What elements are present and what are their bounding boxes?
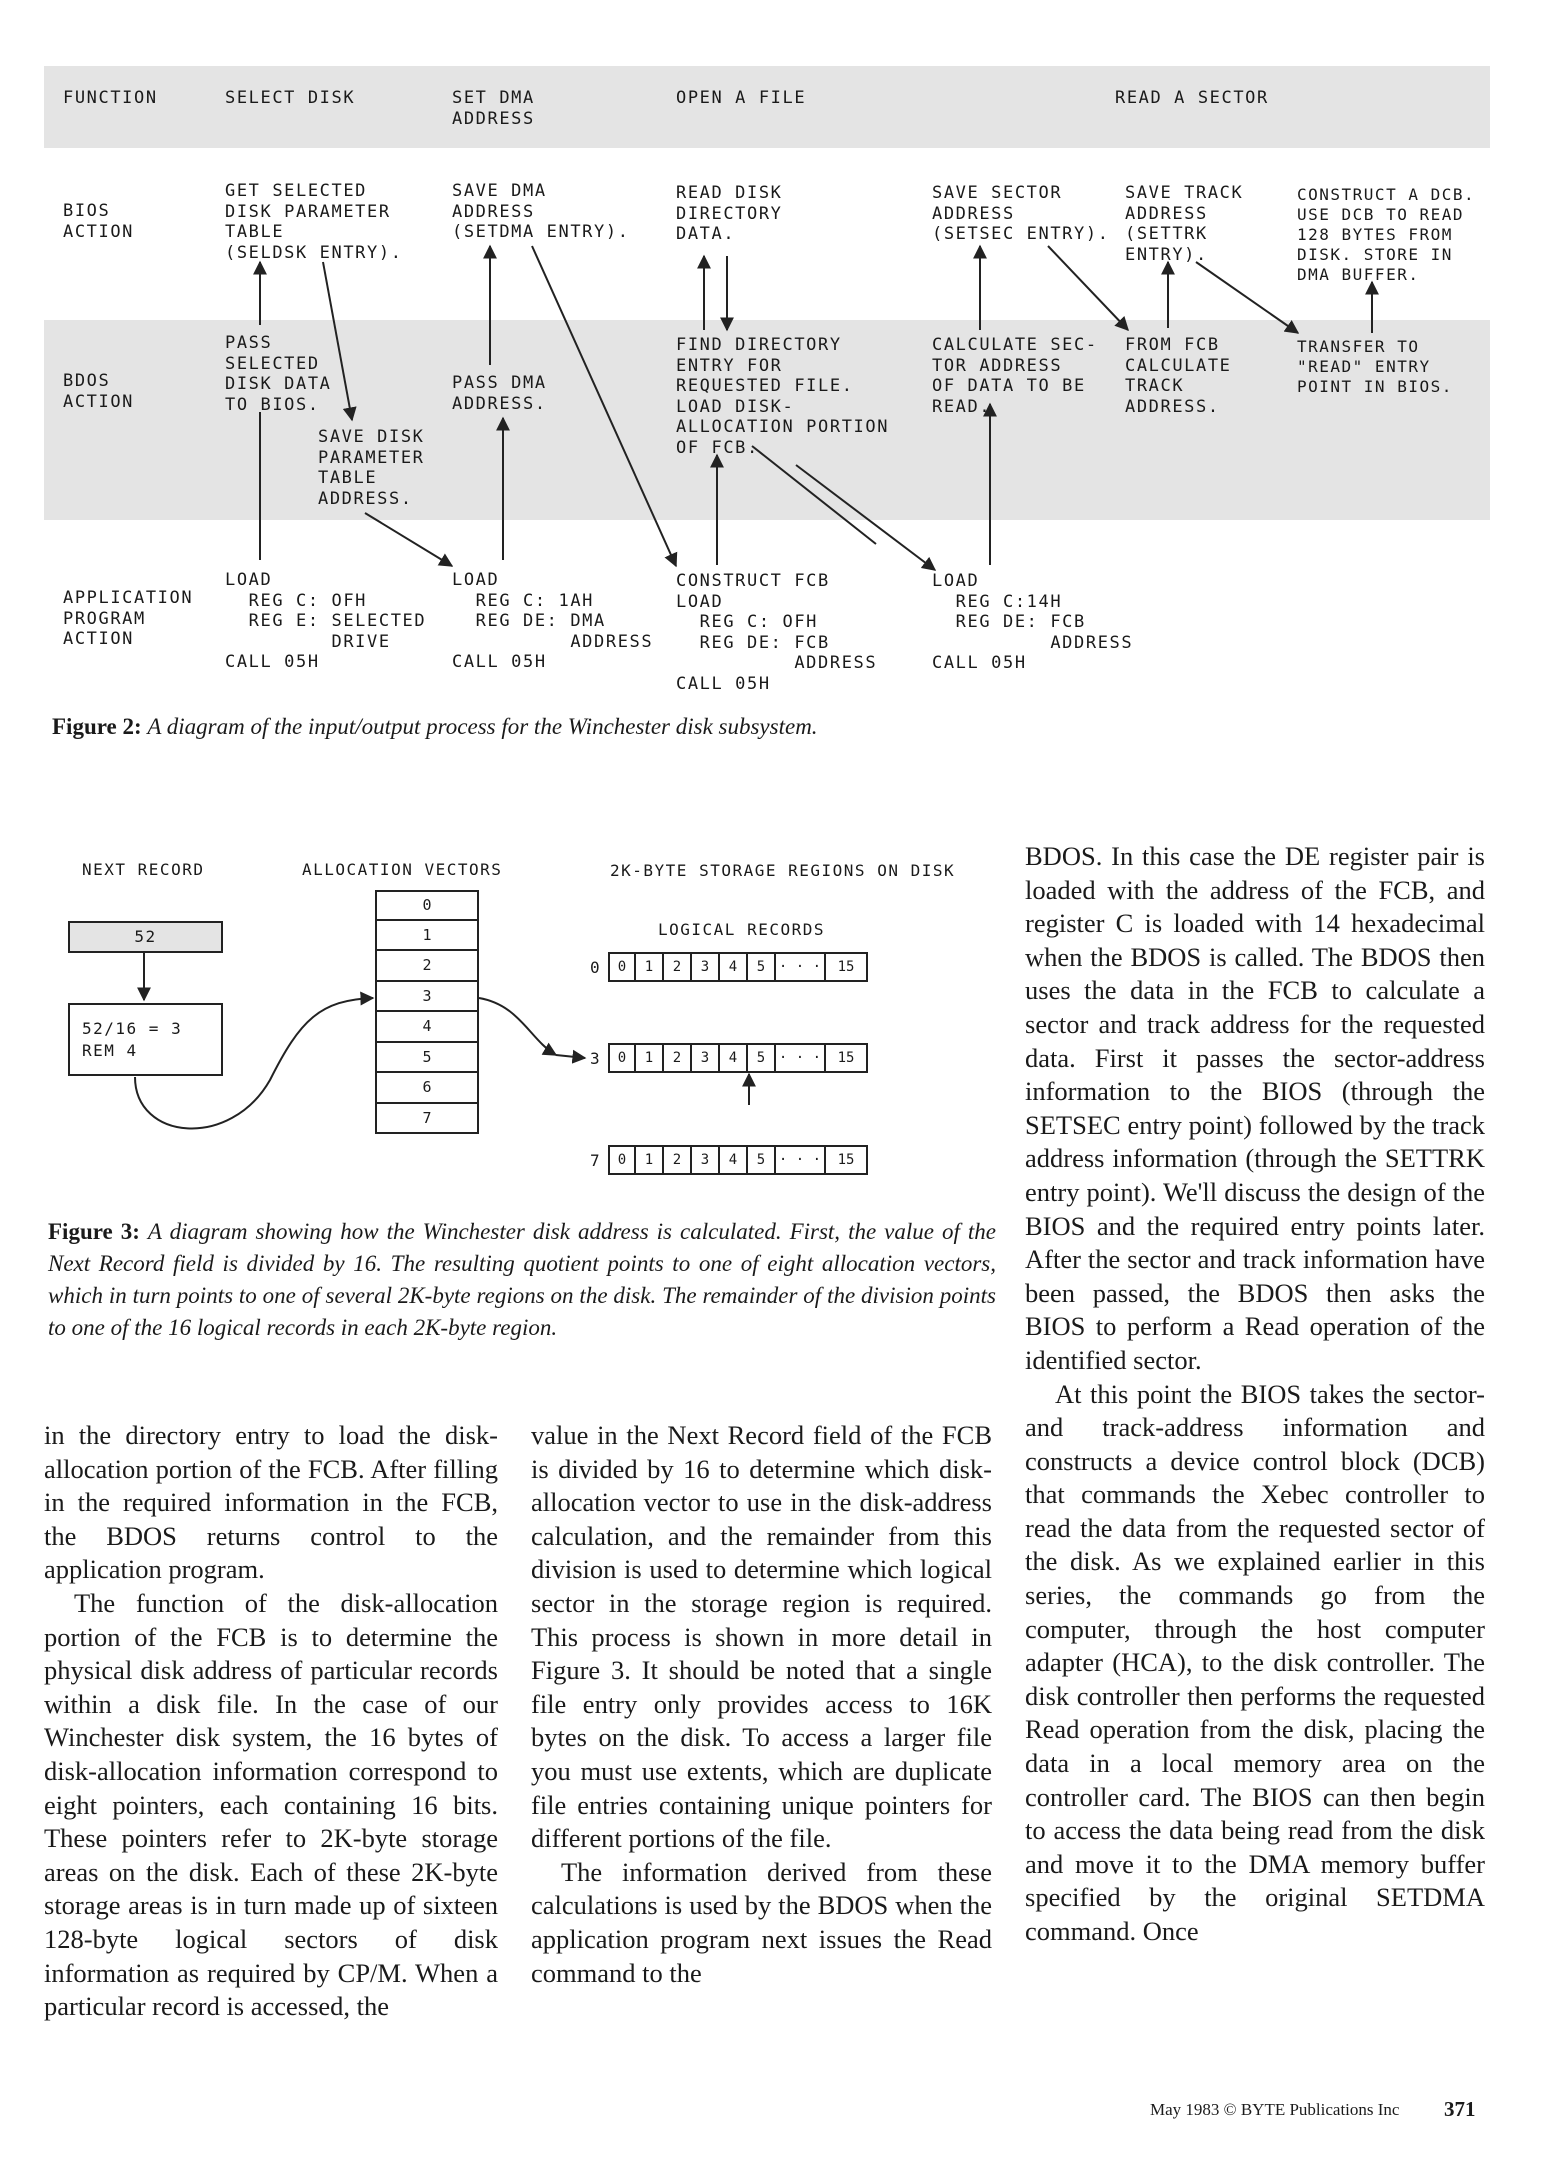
bdos-transfer: TRANSFER TO "READ" ENTRY POINT IN BIOS. [1297, 337, 1453, 396]
bdos-find-directory: FIND DIRECTORY ENTRY FOR REQUESTED FILE. LOAD DISK- ALLOCATION PORTION OF FCB. [676, 335, 890, 458]
col3-paragraph-1: BDOS. In this case the DE register pair is loaded with the address of the FCB, and register C is loaded with 14 hexadecimal when the BDOS is called. The BDOS then uses the data in the FCB to calculate a sector and track address for the requested data. First it passes the sector-address information to the BIOS (through the SETSEC entry point) followed by the track address information (through the SETTRK entry point). We'll discuss the design of the BIOS and the required entry points later. After the sector and track information have been passed, the BDOS then asks the BIOS to perform a Read operation of the identified sector. [1025, 841, 1485, 1375]
allocation-vector-1: 1 [375, 921, 479, 952]
next-record-box: 52 [68, 921, 223, 953]
logical-record-cell: · · · [776, 1043, 826, 1073]
logical-record-cell: 2 [664, 1145, 692, 1175]
bios-save-dma: SAVE DMA ADDRESS (SETDMA ENTRY). [452, 181, 630, 242]
allocation-vector-5: 5 [375, 1043, 479, 1074]
logical-records-label: LOGICAL RECORDS [658, 920, 825, 939]
bios-save-track: SAVE TRACK ADDRESS (SETTRK ENTRY). [1125, 183, 1244, 265]
allocation-vector-3: 3 [375, 982, 479, 1013]
bios-get-selected: GET SELECTED DISK PARAMETER TABLE (SELDSK ENTRY). [225, 181, 403, 263]
storage-heading: 2K-BYTE STORAGE REGIONS ON DISK [610, 861, 956, 880]
header-function: FUNCTION [63, 88, 158, 108]
logical-record-cell: 0 [608, 1043, 636, 1073]
next-record-heading: NEXT RECORD [82, 860, 205, 879]
column-2 [531, 1419, 992, 1990]
col1-paragraph-2: The function of the disk-allocation portion of the FCB is to determine the physical disk address of particular records within a disk file. In the case of our Winchester disk system, the 16 bytes of disk-allocation information correspond to eight pointers, each containing 16 bits. These pointers refer to 2K-byte storage areas on the disk. Each of these 2K-byte storage areas is in turn made up of sixteen 128-byte logical sectors of disk information as required by CP/M. When a particular record is accessed, the [44, 1587, 498, 2022]
logical-record-cell: 3 [692, 1145, 720, 1175]
logical-record-cell: 5 [748, 1043, 776, 1073]
bdos-save-disk-param: SAVE DISK PARAMETER TABLE ADDRESS. [318, 427, 425, 509]
col2-paragraph-1: value in the Next Record field of the FCB is divided by 16 to determine which disk-allocation vector to use in the disk-address calculation, and the remainder from this division is used to determine which logical sector in the storage region is required. This process is shown in more detail in Figure 3. It should be noted that a single file entry only provides access to 16K bytes on the disk. To access a larger file you must use extents, which are duplicate file entries containing unique pointers for different portions of the file. [531, 1420, 992, 1854]
logical-record-cell: 2 [664, 952, 692, 982]
bios-read-directory: READ DISK DIRECTORY DATA. [676, 183, 783, 244]
allocation-vector-7: 7 [375, 1104, 479, 1135]
figure-3-caption-text: A diagram showing how the Winchester disk address is calculated. First, the value of the Next Record field is divided by 16. The resulting quotient points to one of eight allocation vectors, which in turn points to one of several 2K-byte regions on the disk. The remainder of the division points to one of the 16 logical records in each 2K-byte region. [48, 1219, 996, 1340]
col2-paragraph-2: The information derived from these calculations is used by the BDOS when the application program next issues the Read command to the [531, 1856, 992, 1988]
row-label-app: APPLICATION PROGRAM ACTION [63, 588, 194, 649]
bdos-pass-dma: PASS DMA ADDRESS. [452, 373, 547, 414]
logical-record-cell: 0 [608, 1145, 636, 1175]
logical-record-cell: 15 [826, 1145, 868, 1175]
logical-record-cell: 4 [720, 1145, 748, 1175]
bdos-calc-sector: CALCULATE SEC- TOR ADDRESS OF DATA TO BE READ. [932, 335, 1098, 417]
allocation-vector-2: 2 [375, 951, 479, 982]
logical-record-cell: 4 [720, 1043, 748, 1073]
logical-record-cell: 5 [748, 1145, 776, 1175]
allocation-vector-6: 6 [375, 1073, 479, 1104]
logical-record-cell: 3 [692, 1043, 720, 1073]
header-open-file: OPEN A FILE [676, 88, 807, 108]
app-open-file: CONSTRUCT FCB LOAD REG C: OFH REG DE: FCB ADDRESS CALL 05H [676, 571, 878, 694]
division-line1: 52/16 = 3 [82, 1019, 183, 1038]
col3-paragraph-2: At this point the BIOS takes the sector- and track-address information and constructs a device control block (DCB) that commands the Xebec controller to read the data from the requested sector of the disk. As we explained earlier in this series, the commands go from the computer, through the host computer adapter (HCA), to the disk controller. The disk controller then performs the requested Read operation from the disk, placing the data in a local memory area on the controller card. The BIOS can then begin to access the data being read from the disk and move it to the DMA memory buffer specified by the original SETDMA command. Once [1025, 1378, 1485, 1946]
logical-record-cell: 0 [608, 952, 636, 982]
header-select-disk: SELECT DISK [225, 88, 356, 108]
logical-record-cell: 15 [826, 952, 868, 982]
header-set-dma: SET DMA ADDRESS [452, 88, 535, 129]
bios-save-sector: SAVE SECTOR ADDRESS (SETSEC ENTRY). [932, 183, 1110, 244]
region-row-index: 0 [590, 958, 602, 977]
figure-3-caption [48, 1216, 996, 1344]
logical-record-cell: · · · [776, 952, 826, 982]
bdos-pass-selected: PASS SELECTED DISK DATA TO BIOS. [225, 333, 332, 415]
region-row-index: 7 [590, 1151, 602, 1170]
logical-record-cell: 2 [664, 1043, 692, 1073]
logical-record-cell: 4 [720, 952, 748, 982]
logical-record-cell: 1 [636, 1043, 664, 1073]
row-label-bios: BIOS ACTION [63, 201, 135, 242]
allocation-vector-0: 0 [375, 890, 479, 921]
header-read-sector: READ A SECTOR [1115, 88, 1269, 108]
region-row-index: 3 [590, 1049, 602, 1068]
app-set-dma: LOAD REG C: 1AH REG DE: DMA ADDRESS CALL 05H [452, 570, 654, 672]
figure-3-caption-label: Figure 3: [48, 1219, 140, 1244]
logical-record-cell: 3 [692, 952, 720, 982]
app-read-sector: LOAD REG C:14H REG DE: FCB ADDRESS CALL 05H [932, 571, 1134, 673]
logical-record-cell: · · · [776, 1145, 826, 1175]
logical-record-cell: 1 [636, 1145, 664, 1175]
footer-credit: May 1983 © BYTE Publications Inc [1150, 2100, 1400, 2119]
bdos-from-fcb: FROM FCB CALCULATE TRACK ADDRESS. [1125, 335, 1232, 417]
logical-record-cell: 5 [748, 952, 776, 982]
col1-paragraph-1: in the directory entry to load the disk-allocation portion of the FCB. After filling in the required information in the FCB, the BDOS returns control to the application program. [44, 1420, 498, 1585]
allocation-vector-4: 4 [375, 1012, 479, 1043]
row-label-bdos: BDOS ACTION [63, 371, 135, 412]
page-number: 371 [1444, 2097, 1476, 2121]
logical-record-cell: 1 [636, 952, 664, 982]
figure-2-caption-text: A diagram of the input/output process for the Winchester disk subsystem. [147, 714, 818, 739]
column-1 [44, 1419, 498, 2024]
division-line2: REM 4 [82, 1041, 138, 1060]
logical-record-cell: 15 [826, 1043, 868, 1073]
allocation-heading: ALLOCATION VECTORS [302, 860, 503, 879]
bios-construct-dcb: CONSTRUCT A DCB. USE DCB TO READ 128 BYTES FROM DISK. STORE IN DMA BUFFER. [1297, 185, 1476, 284]
column-3 [1025, 840, 1485, 1949]
figure-2-caption-label: Figure 2: [52, 714, 142, 739]
app-select-disk: LOAD REG C: OFH REG E: SELECTED DRIVE CALL 05H [225, 570, 427, 672]
